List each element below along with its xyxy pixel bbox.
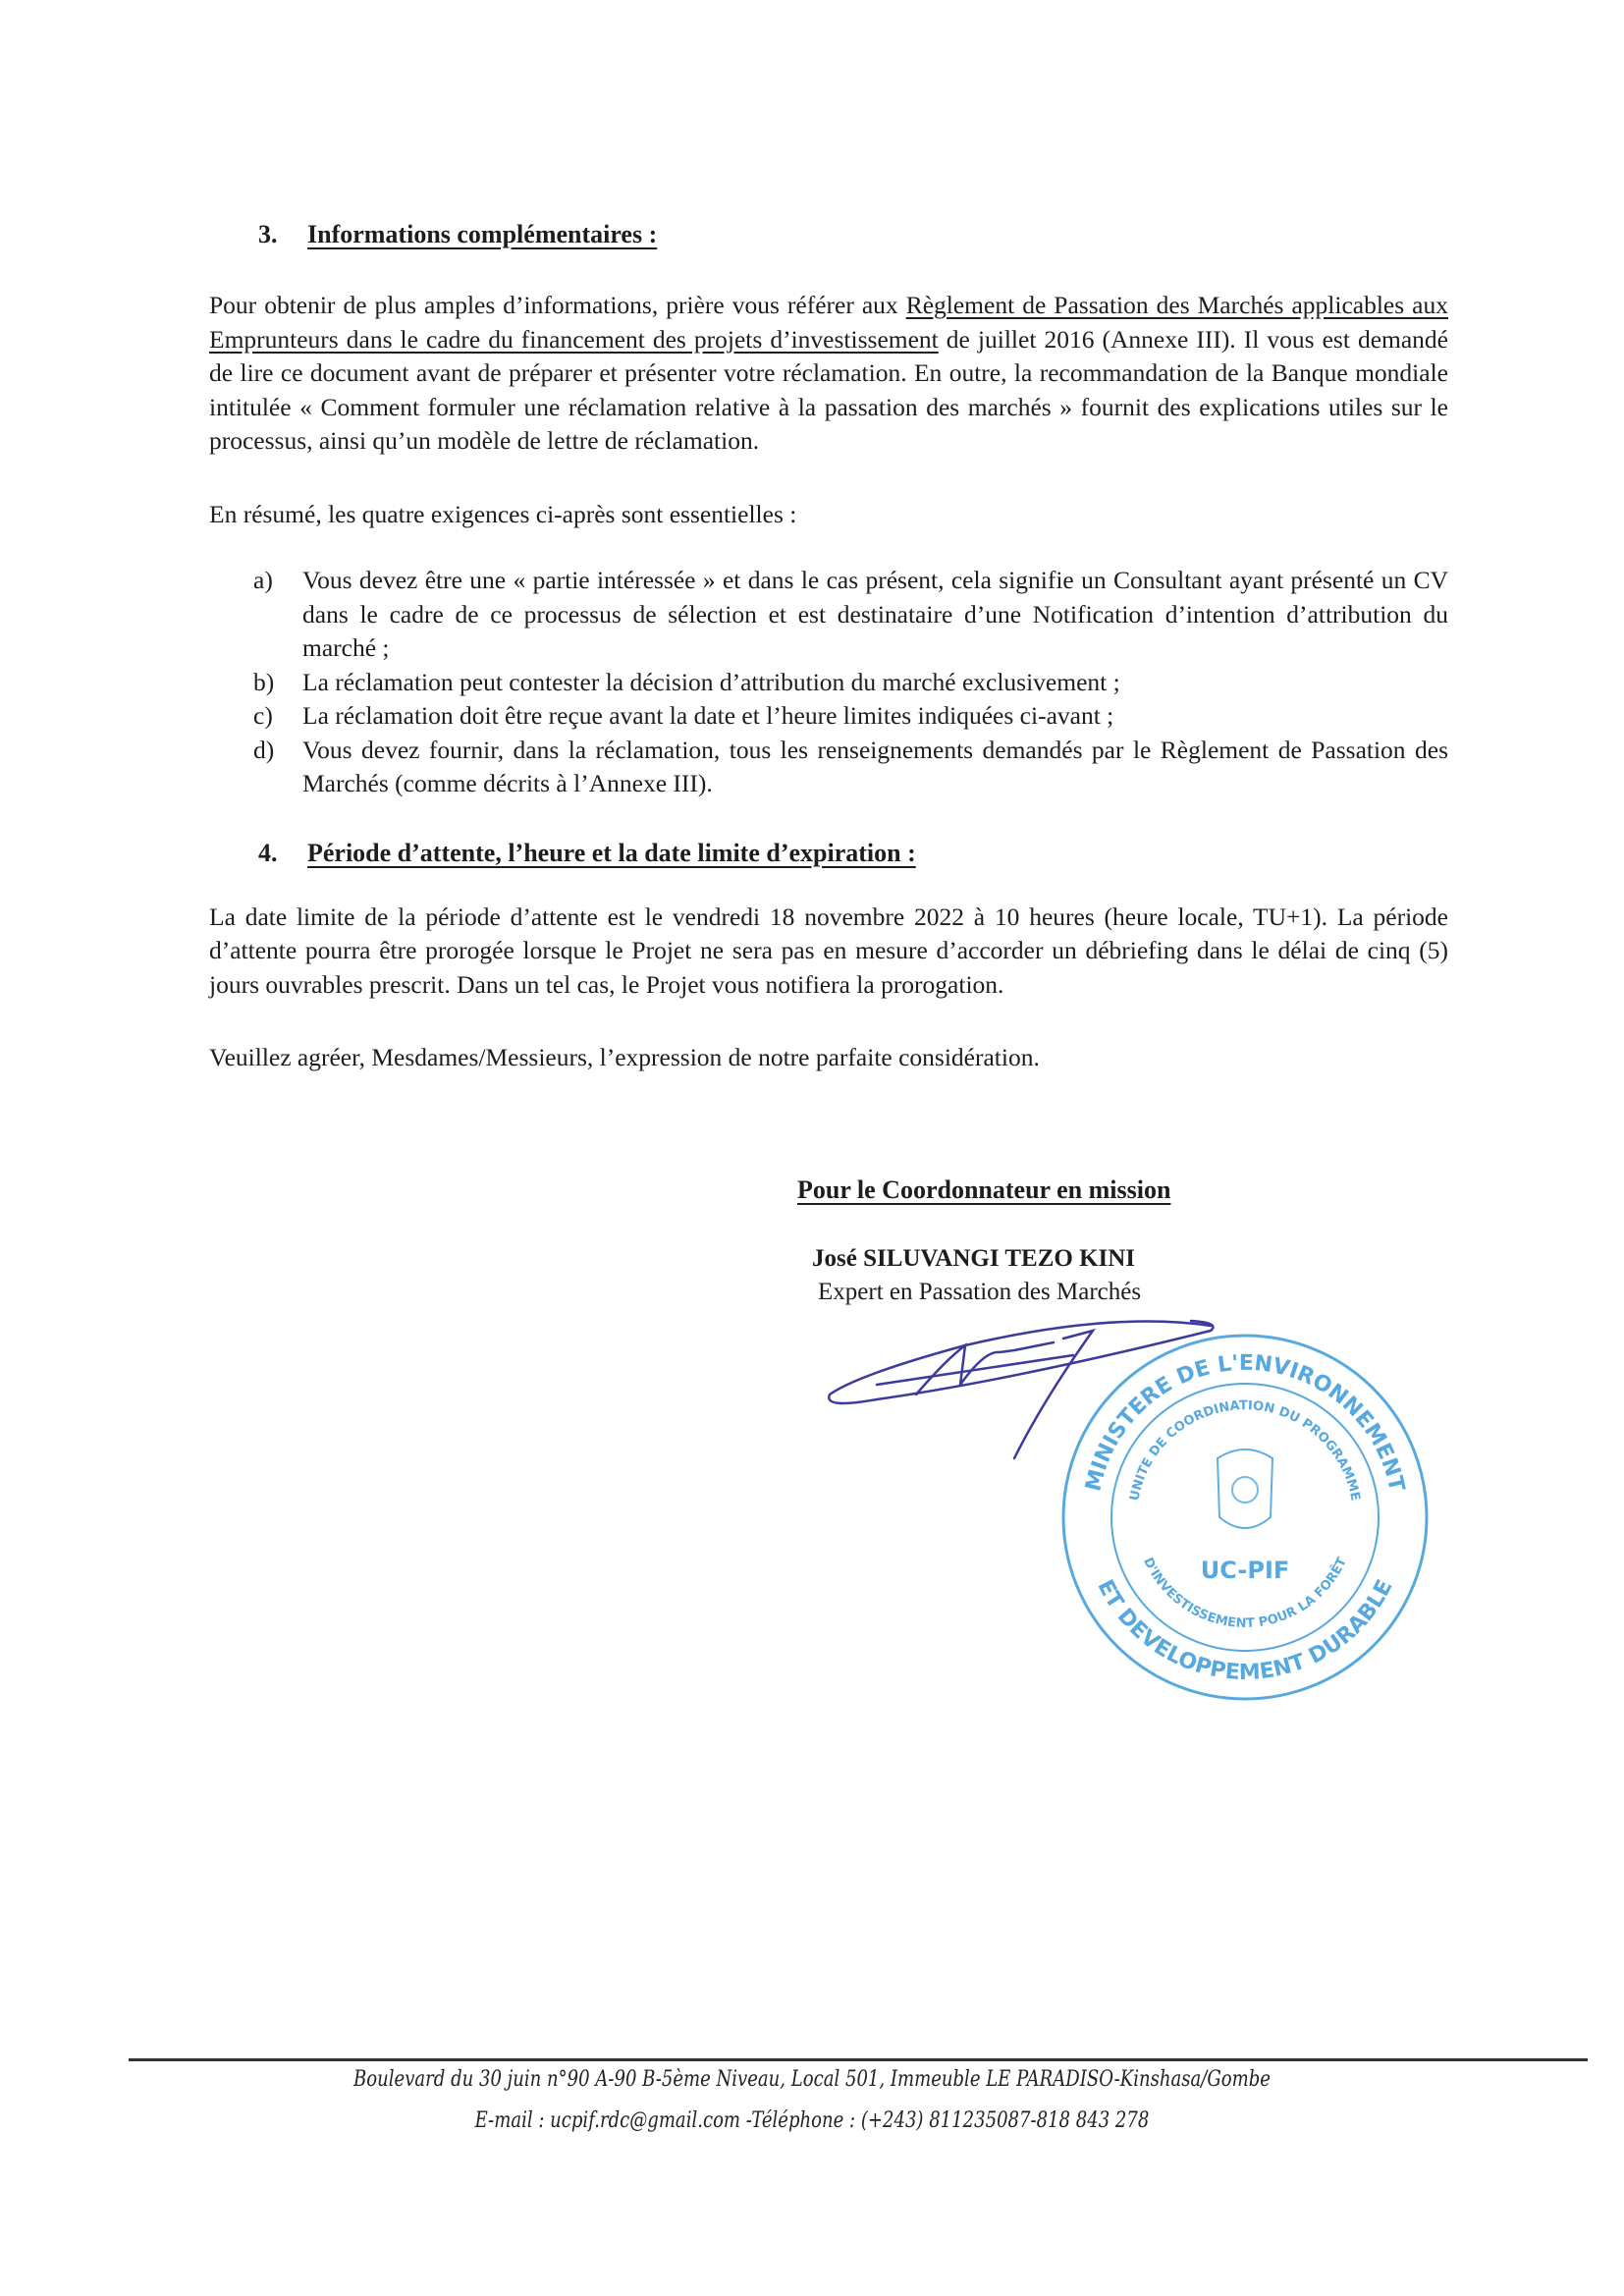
signatory-name: José SILUVANGI TEZO KINI xyxy=(812,1244,1136,1272)
list-item xyxy=(253,699,1448,734)
signatory-role: Expert en Passation des Marchés xyxy=(818,1278,1142,1305)
list-marker: d) xyxy=(253,735,275,764)
stamp-outer-top-text: MINISTERE DE L'ENVIRONNEMENT xyxy=(1081,1350,1409,1494)
paragraph-references xyxy=(209,289,1448,459)
stamp-inner-top-text: UNITE DE COORDINATION DU PROGRAMME xyxy=(1127,1397,1363,1503)
list-item xyxy=(253,564,1448,666)
list-text: La réclamation peut contester la décision d’attribution du marché exclusivement ; xyxy=(302,667,1120,696)
list-text: La réclamation doit être reçue avant la date et l’heure limites indiquées ci-avant ; xyxy=(302,701,1114,730)
section-number: 3. xyxy=(258,220,278,248)
section-3-heading xyxy=(209,218,1448,251)
list-item xyxy=(253,666,1448,700)
list-text: Vous devez fournir, dans la réclamation, tous les renseignements demandés par le Règlement de Passation des Marchés (comme décrits à l’Annexe III). xyxy=(302,735,1448,797)
letter-body xyxy=(209,218,1448,1723)
footer-divider xyxy=(129,2058,1588,2061)
list-marker: a) xyxy=(253,566,273,594)
section-4-heading xyxy=(209,837,1448,870)
svg-text:MINISTERE DE L'ENVIRONNEMENT xyxy=(1081,1350,1408,1493)
list-text: Vous devez être une « partie intéressée » et dans le cas présent, cela signifie un Consultant ayant présenté un CV dans le cadre de ce processus de sélection et est destinataire d’une Notification d’intention d’attribution du marché ; xyxy=(302,566,1448,662)
official-stamp xyxy=(1049,1321,1441,1714)
section-title: Informations complémentaires : xyxy=(307,220,658,248)
paragraph-summary: En résumé, les quatre exigences ci-après sont essentielles : xyxy=(209,499,797,528)
signatory-for-label: Pour le Coordonnateur en mission xyxy=(797,1175,1171,1204)
stamp-center-text: UC-PIF xyxy=(1200,1556,1290,1584)
list-marker: b) xyxy=(253,667,275,696)
section-number: 4. xyxy=(258,838,278,867)
footer-contact: E-mail : ucpif.rdc@gmail.com -Téléphone : (+243) 811235087-818 843 278 xyxy=(474,2108,1150,2133)
footer-address: Boulevard du 30 juin n°90 A-90 B-5ème Niveau, Local 501, Immeuble LE PARADISO-Kinshasa/Gombe xyxy=(353,2067,1271,2092)
regulation-reference: Règlement de Passation des Marchés applicables aux Emprunteurs dans le cadre du financement des projets d’investissement xyxy=(209,291,1448,354)
text: Pour obtenir de plus amples d’informations, prière vous référer aux xyxy=(209,291,906,319)
requirements-list xyxy=(209,564,1448,801)
list-marker: c) xyxy=(253,701,273,730)
coat-of-arms-icon xyxy=(1218,1449,1272,1528)
closing-salutation: Veuillez agréer, Mesdames/Messieurs, l’expression de notre parfaite considération. xyxy=(209,1043,1040,1071)
list-item xyxy=(253,734,1448,801)
stamp-inner-bottom-text: D'INVESTISSEMENT POUR LA FORÊT xyxy=(1140,1555,1350,1631)
paragraph-waiting-period: La date limite de la période d’attente est le vendredi 18 novembre 2022 à 10 heures (heure locale, TU+1). La période d’attente pourra être prorogée lorsque le Projet ne sera pas en mesure d’accorder un débriefing dans le délai de cinq (5) jours ouvrables prescrit. Dans un tel cas, le Projet vous notifiera la prorogation. xyxy=(209,902,1448,999)
signature-block xyxy=(209,1174,1448,1723)
text: de juillet 2016 (Annexe III). Il vous est demandé de lire ce document avant de préparer et présenter votre réclamation. En outre, la recommandation de la Banque mondiale intitulée « Comment formuler une réclamation relative à la passation des marchés » fournit des explications utiles sur le processus, ainsi qu’un modèle de lettre de réclamation. xyxy=(209,324,1448,455)
section-title: Période d’attente, l’heure et la date limite d’expiration : xyxy=(307,838,916,867)
stamp-outer-bottom-text: ET DEVELOPPEMENT DURABLE xyxy=(1092,1575,1398,1685)
